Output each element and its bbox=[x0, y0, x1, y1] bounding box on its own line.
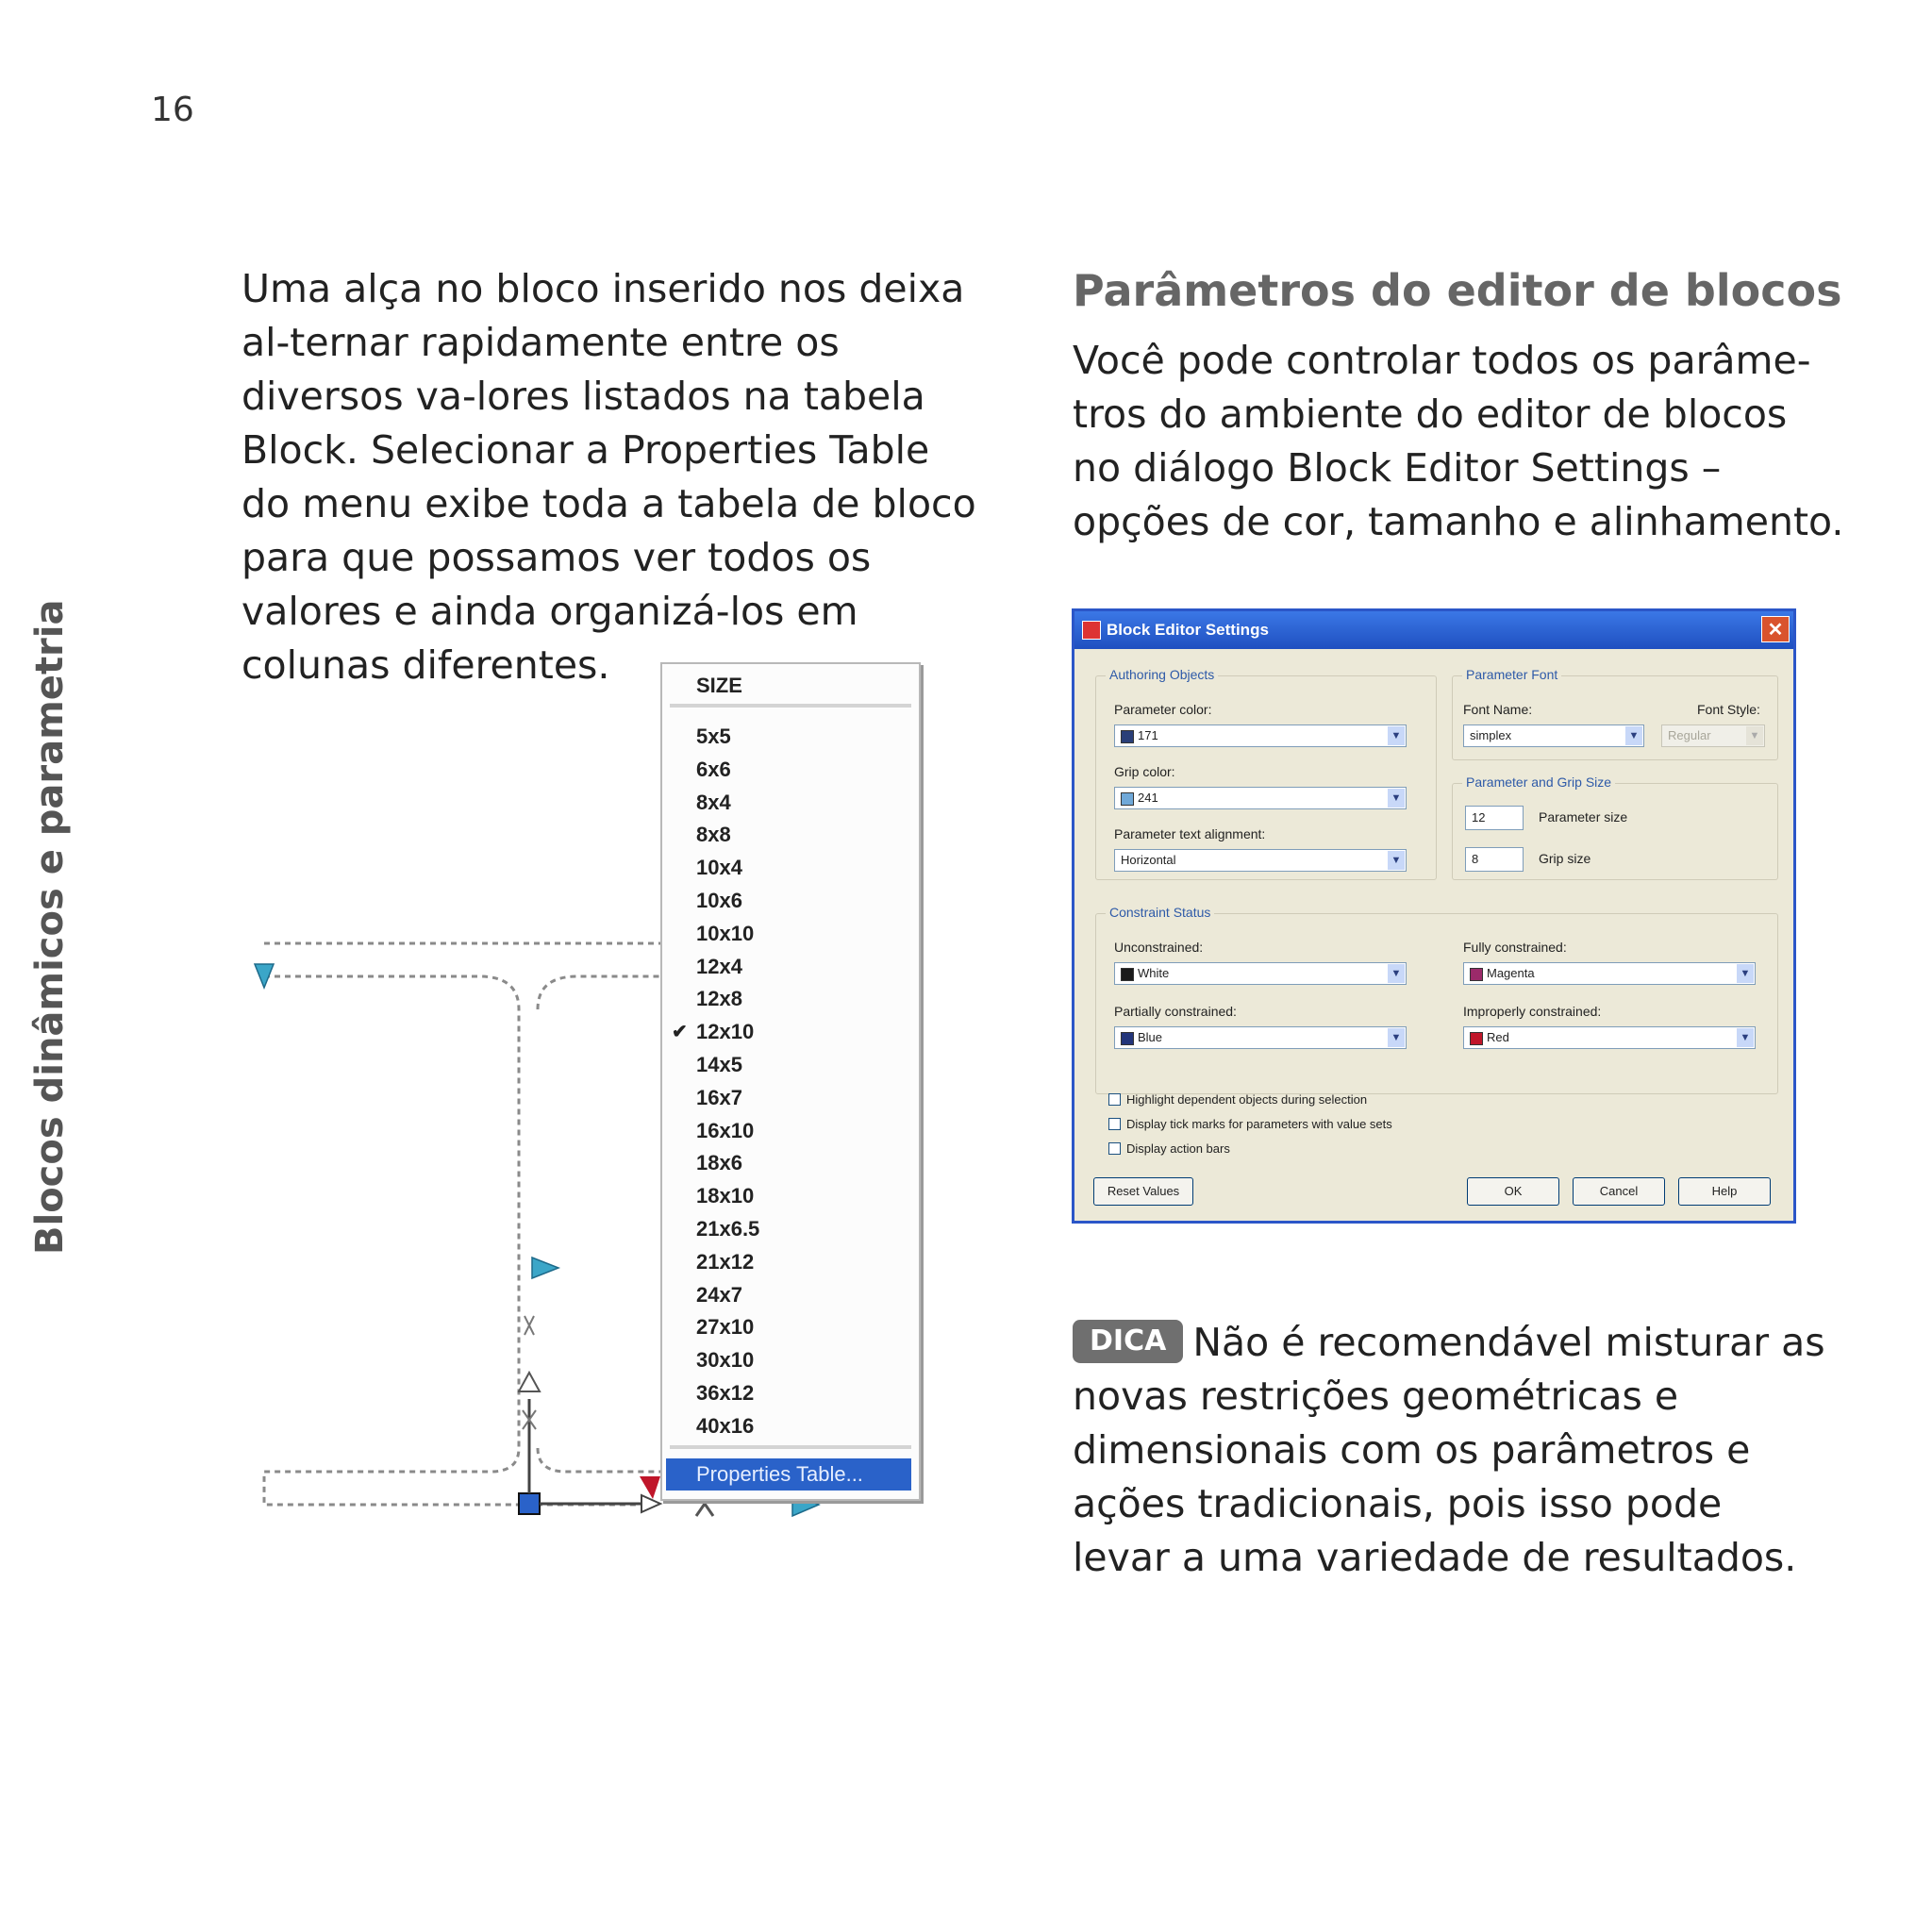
lookup-context-menu bbox=[660, 662, 921, 1501]
color-swatch bbox=[1121, 968, 1134, 981]
highlight-dependent-checkbox[interactable]: Highlight dependent objects during selection bbox=[1108, 1092, 1367, 1107]
parameter-arrow-icon bbox=[641, 1495, 660, 1512]
dialog-titlebar[interactable] bbox=[1074, 611, 1793, 649]
menu-item[interactable]: 36x12 bbox=[696, 1380, 755, 1405]
help-button[interactable]: Help bbox=[1678, 1177, 1771, 1206]
menu-item[interactable]: 18x6 bbox=[696, 1151, 742, 1175]
menu-item[interactable]: 8x4 bbox=[696, 790, 731, 814]
parameter-size-input[interactable]: 12 bbox=[1465, 806, 1524, 830]
parameter-color-label: Parameter color: bbox=[1114, 702, 1212, 717]
color-swatch bbox=[1121, 730, 1134, 743]
chevron-down-icon[interactable]: ▼ bbox=[1737, 964, 1754, 983]
check-icon: ✔ bbox=[672, 1022, 688, 1043]
improperly-constrained-label: Improperly constrained: bbox=[1463, 1004, 1602, 1019]
menu-separator-bottom bbox=[670, 1445, 911, 1449]
tip bbox=[1073, 1316, 1827, 1585]
tip-text: Não é recomendável misturar as novas restrições geométricas e dimensionais com os parâmetros e ações tradicionais, pois isso pode levar a uma variedade de resultados. bbox=[1073, 1320, 1825, 1580]
menu-item-checked[interactable]: ✔ 12x10 bbox=[662, 1016, 919, 1049]
menu-header: SIZE bbox=[696, 674, 742, 697]
select-value: Magenta bbox=[1487, 966, 1535, 980]
group-label: Parameter and Grip Size bbox=[1462, 774, 1615, 790]
menu-item[interactable]: 12x8 bbox=[696, 987, 742, 1011]
block-editor-settings-dialog bbox=[1072, 608, 1796, 1224]
menu-item[interactable]: 21x12 bbox=[696, 1249, 755, 1274]
app-icon bbox=[1082, 621, 1101, 640]
display-tick-marks-checkbox[interactable]: Display tick marks for parameters with value sets bbox=[1108, 1117, 1392, 1131]
group-label: Parameter Font bbox=[1462, 667, 1561, 682]
grip-top-left-icon[interactable] bbox=[255, 964, 274, 988]
fully-constrained-label: Fully constrained: bbox=[1463, 940, 1567, 955]
color-swatch bbox=[1121, 792, 1134, 806]
select-value: simplex bbox=[1470, 728, 1512, 742]
chevron-down-icon[interactable]: ▼ bbox=[1388, 1028, 1405, 1047]
text-alignment-label: Parameter text alignment: bbox=[1114, 826, 1266, 841]
menu-item[interactable]: 27x10 bbox=[696, 1315, 755, 1340]
font-style-select bbox=[1661, 724, 1765, 747]
font-name-label: Font Name: bbox=[1463, 702, 1533, 717]
group-label: Authoring Objects bbox=[1106, 667, 1218, 682]
menu-item[interactable]: 24x7 bbox=[696, 1282, 742, 1307]
lookup-cross-icon-upper bbox=[525, 1316, 534, 1335]
chevron-down-icon[interactable]: ▼ bbox=[1388, 789, 1405, 808]
select-value: White bbox=[1138, 966, 1170, 980]
fully-constrained-select[interactable] bbox=[1463, 962, 1756, 985]
select-value: 241 bbox=[1138, 791, 1158, 805]
grip-color-label: Grip color: bbox=[1114, 764, 1175, 779]
right-column bbox=[1073, 262, 1846, 549]
select-value: Horizontal bbox=[1121, 853, 1176, 867]
side-title: Blocos dinâmicos e parametria bbox=[28, 599, 72, 1255]
unconstrained-select[interactable] bbox=[1114, 962, 1407, 985]
font-style-label: Font Style: bbox=[1697, 702, 1760, 717]
menu-items bbox=[662, 721, 919, 1443]
chevron-down-icon: ▼ bbox=[1746, 726, 1763, 745]
select-value: 171 bbox=[1138, 728, 1158, 742]
menu-item[interactable]: 16x10 bbox=[696, 1118, 755, 1142]
color-swatch bbox=[1470, 1032, 1483, 1045]
menu-item[interactable]: 16x7 bbox=[696, 1085, 742, 1109]
chevron-down-icon[interactable]: ▼ bbox=[1388, 851, 1405, 870]
unconstrained-label: Unconstrained: bbox=[1114, 940, 1204, 955]
chevron-down-icon[interactable]: ▼ bbox=[1737, 1028, 1754, 1047]
color-swatch bbox=[1470, 968, 1483, 981]
ok-button[interactable]: OK bbox=[1467, 1177, 1559, 1206]
grip-flag-middle-icon[interactable] bbox=[532, 1257, 558, 1278]
menu-item[interactable]: 40x16 bbox=[696, 1413, 755, 1438]
menu-item[interactable]: 10x6 bbox=[696, 888, 742, 912]
tip-badge: DICA bbox=[1073, 1320, 1183, 1363]
section-body: Você pode controlar todos os parâme-tros do ambiente do editor de blocos no diálogo Block Editor Settings – opções de cor, tamanho e alinhamento. bbox=[1073, 338, 1844, 544]
parameter-size-label: Parameter size bbox=[1539, 809, 1628, 824]
grip-size-input[interactable]: 8 bbox=[1465, 847, 1524, 872]
dialog-title: Block Editor Settings bbox=[1107, 621, 1269, 639]
page-number: 16 bbox=[151, 91, 194, 129]
color-swatch bbox=[1121, 1032, 1134, 1045]
grip-size-label: Grip size bbox=[1539, 851, 1591, 866]
chevron-down-icon[interactable]: ▼ bbox=[1625, 726, 1642, 745]
menu-item[interactable]: 12x4 bbox=[696, 954, 742, 978]
cancel-button[interactable]: Cancel bbox=[1573, 1177, 1665, 1206]
improperly-constrained-select[interactable] bbox=[1463, 1026, 1756, 1049]
menu-separator-top bbox=[670, 704, 911, 708]
font-name-select[interactable] bbox=[1463, 724, 1644, 747]
display-action-bars-checkbox[interactable]: Display action bars bbox=[1108, 1141, 1230, 1156]
text-alignment-select[interactable] bbox=[1114, 849, 1407, 872]
chevron-down-icon[interactable]: ▼ bbox=[1388, 726, 1405, 745]
parameter-color-select[interactable] bbox=[1114, 724, 1407, 747]
base-grip-icon[interactable] bbox=[519, 1493, 540, 1514]
menu-item[interactable]: 18x10 bbox=[696, 1184, 755, 1208]
grip-color-select[interactable] bbox=[1114, 787, 1407, 809]
reset-values-button[interactable]: Reset Values bbox=[1093, 1177, 1193, 1206]
parameter-font-group bbox=[1452, 667, 1778, 760]
menu-item-properties-table[interactable]: Properties Table... bbox=[666, 1458, 911, 1491]
section-title: Parâmetros do editor de blocos bbox=[1073, 265, 1842, 316]
close-icon[interactable]: ✕ bbox=[1761, 616, 1790, 642]
menu-item[interactable]: 6x6 bbox=[696, 757, 731, 781]
select-value: Regular bbox=[1668, 728, 1711, 742]
select-value: Blue bbox=[1138, 1030, 1163, 1044]
menu-item[interactable]: 10x4 bbox=[696, 856, 742, 880]
chevron-down-icon[interactable]: ▼ bbox=[1388, 964, 1405, 983]
menu-item[interactable]: 14x5 bbox=[696, 1052, 742, 1076]
menu-item[interactable]: 21x6.5 bbox=[696, 1216, 760, 1241]
menu-item[interactable]: 30x10 bbox=[696, 1348, 755, 1373]
menu-item[interactable]: 8x8 bbox=[696, 823, 731, 847]
lookup-grip-icon[interactable] bbox=[519, 1373, 540, 1391]
group-label: Constraint Status bbox=[1106, 905, 1214, 920]
menu-item[interactable]: 10x10 bbox=[696, 921, 755, 945]
menu-item[interactable]: 5x5 bbox=[696, 724, 731, 748]
left-paragraph: Uma alça no bloco inserido nos deixa al-ternar rapidamente entre os diversos va-lores listados na tabela Block. Selecionar a Properties Table do menu exibe toda a tabela de bloco para que possamos ver todos os valores e ainda organizá-los em colunas diferentes. bbox=[242, 266, 976, 688]
partially-constrained-select[interactable] bbox=[1114, 1026, 1407, 1049]
partially-constrained-label: Partially constrained: bbox=[1114, 1004, 1237, 1019]
select-value: Red bbox=[1487, 1030, 1509, 1044]
